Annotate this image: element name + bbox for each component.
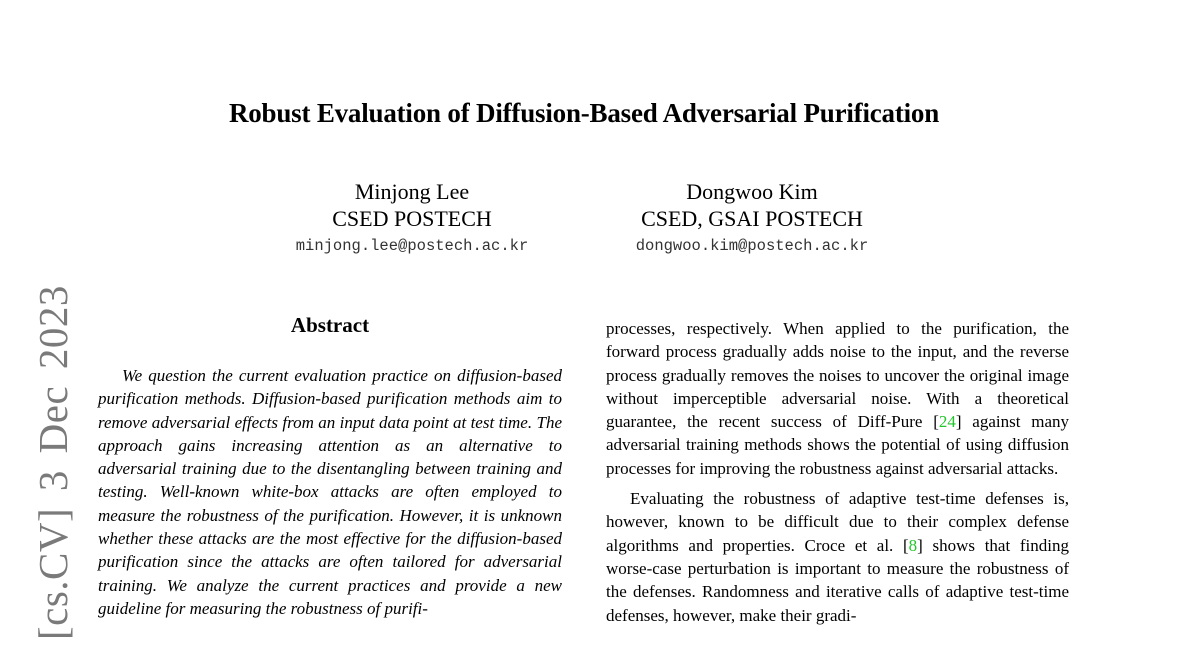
author-name: Dongwoo Kim [686,179,818,204]
body-text: ] shows that finding worse-case perturbation is important to measure the robustness of the defenses. Randomness and iterative calls of adaptive test-time defenses, however, make their gradi- [606,535,1069,625]
body-text: processes, respectively. When applied to the purification, the forward process gradually adds noise to the input, and the reverse process gradually removes the noises to uncover the original image without imperceptible adversarial noise. With a theoretical guarantee, the recent success of Diff-Pure [ [606,319,1069,432]
body-column-right [606,317,1069,634]
author-name: Minjong Lee [354,179,470,204]
author-affiliation: CSED, GSAI POSTECH [641,206,863,231]
citation-link[interactable]: 8 [908,535,918,555]
author-block-2 [602,178,902,257]
abstract-heading: Abstract [290,313,370,337]
body-paragraph-1 [606,317,1069,480]
author-email[interactable]: dongwoo.kim@postech.ac.kr [635,237,869,255]
paper-title: Robust Evaluation of Diffusion-Based Adversarial Purification [228,98,940,128]
author-email[interactable]: minjong.lee@postech.ac.kr [295,237,529,255]
arxiv-side-stamp: [cs.CV] 3 Dec 2023 [30,285,76,640]
citation-link[interactable]: 24 [938,412,956,432]
body-paragraph-2 [606,487,1069,627]
body-text: ] against many adversarial training methods shows the potential of using diffusion processes for improving the robustness against adversarial attacks. [606,412,1069,478]
body-text: Evaluating the robustness of adaptive test-time defenses is, however, known to be difficult due to their complex defense algorithms and properties. Croce et al. [ [606,489,1069,555]
abstract-text: We question the current evaluation practice on diffusion-based purification methods. Diffusion-based purification methods aim to remove adversarial effects from an input data point at test time. The approach gains increasing attention as an alternative to adversarial training due to the disentangling between training and testing. Well-known white-box attacks are often employed to measure the robustness of the purification. However, it is unknown whether these attacks are the most effective for the diffusion-based purification since the attacks are often tailored for adversarial training. We analyze the current practices and provide a new guideline for measuring the robustness of purifi- [98,366,562,618]
author-affiliation: CSED POSTECH [332,206,492,231]
author-block-1 [262,178,562,257]
